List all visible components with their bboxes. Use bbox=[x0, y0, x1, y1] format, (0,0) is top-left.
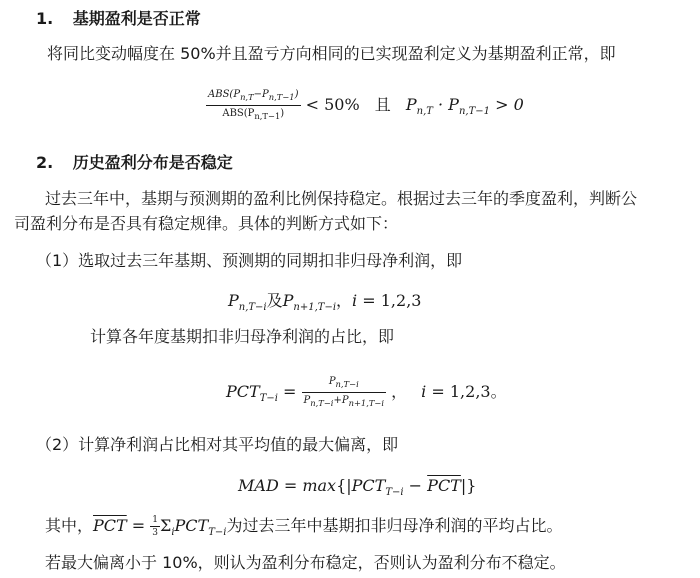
pct-fraction bbox=[302, 375, 387, 410]
final-paragraph: 若最大偏离小于 10%，则认为盈利分布稳定，否则认为盈利分布不稳定。 bbox=[45, 553, 566, 572]
comparison: < 50% bbox=[305, 95, 360, 114]
ratio-denominator: $ABS(P_{n,T-1})$ bbox=[222, 108, 285, 121]
pct-numerator: $P_{n,T-i}$ bbox=[302, 375, 387, 393]
step-1-text: （1）选取过去三年基期、预测期的同期扣非归母净利润，即 bbox=[36, 251, 463, 270]
equation-pct: $PCT_{T-i}$ = $\frac{P_{n,T-i}}{P_{n,T-i}+P_{n+1,T-i}}$ ， i = 1,2,3。 bbox=[226, 376, 507, 408]
section-2-title: 历史盈利分布是否稳定 bbox=[72, 153, 233, 172]
where-line bbox=[45, 513, 562, 544]
and-word-2: 及 bbox=[266, 291, 283, 310]
where-equation: $\overline{PCT}$ = $\frac{1}{3}$ $\Sigma_iPCT_{T-i}$ bbox=[93, 515, 227, 539]
section-2-heading bbox=[36, 150, 233, 176]
equation-base-profit-normal bbox=[206, 88, 524, 123]
equation-mad: MAD = $\max\{|PCT_{T-i} - \overline{PCT}|\}$ bbox=[238, 476, 477, 499]
where-prefix: 其中， bbox=[45, 516, 94, 535]
section-2-paragraph-line-1: 过去三年中，基期与预测期的盈利比例保持稳定。根据过去三年的季度盈利，判断公 bbox=[45, 189, 638, 208]
ratio-fraction bbox=[206, 88, 301, 123]
equation-profit-series: $P_{n,T-i}$及$P_{n+1,T-i}$，i = 1,2,3 bbox=[228, 291, 422, 314]
sign-condition: $P_{n,T} \cdot P_{n,T-1} > 0$ bbox=[405, 95, 524, 118]
pct-denominator: $P_{n,T-i}+P_{n+1,T-i}$ bbox=[303, 395, 385, 408]
step-1b-text: 计算各年度基期扣非归母净利润的占比，即 bbox=[90, 327, 395, 346]
section-1-heading bbox=[36, 6, 201, 32]
section-2-number: 2. bbox=[36, 153, 54, 172]
where-suffix: 为过去三年中基期扣非归母净利润的平均占比。 bbox=[226, 516, 563, 535]
section-2-paragraph-line-2: 司盈利分布是否具有稳定规律。具体的判断方式如下： bbox=[14, 214, 399, 233]
section-1-title: 基期盈利是否正常 bbox=[72, 9, 201, 28]
and-word: 且 bbox=[374, 95, 391, 114]
ratio-numerator: $ABS(P_{n,T}-P_{n,T-1})$ bbox=[206, 88, 301, 106]
section-1-paragraph: 将同比变动幅度在 50%并且盈亏方向相同的已实现盈利定义为基期盈利正常，即 bbox=[47, 44, 616, 63]
step-2-text: （2）计算净利润占比相对其平均值的最大偏离，即 bbox=[36, 435, 399, 454]
section-1-number: 1. bbox=[36, 9, 54, 28]
